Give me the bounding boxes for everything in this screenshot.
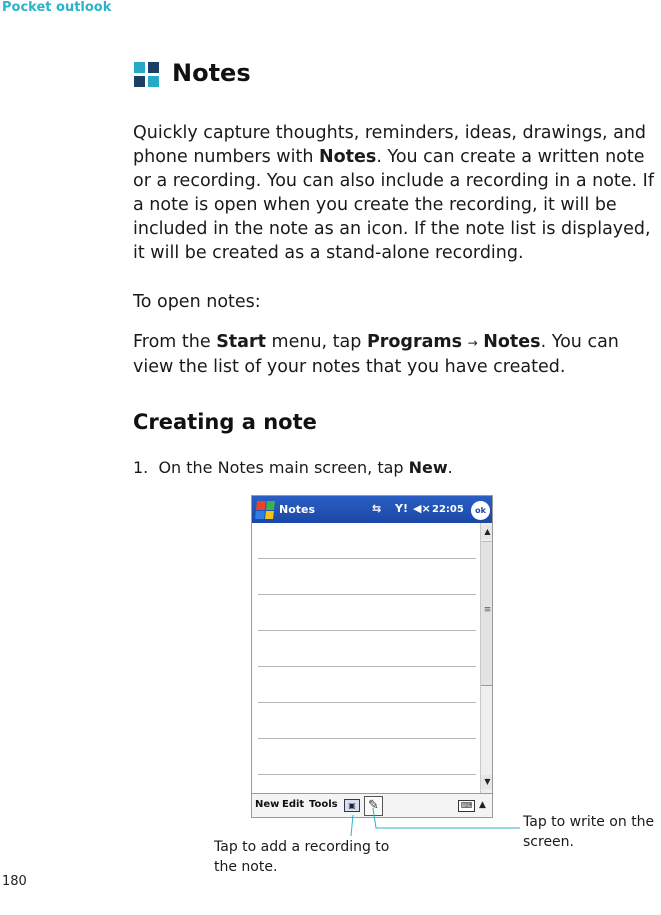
open-prompt: To open notes: [133,292,261,312]
ruled-line [258,738,476,739]
menu-new[interactable]: New [255,799,280,810]
ruled-line [258,630,476,631]
volume-icon[interactable]: ◀× [413,502,431,515]
ruled-line [258,558,476,559]
pen-icon[interactable]: ✎ [364,796,383,816]
signal-icon[interactable]: Y! [395,502,408,515]
connectivity-icon[interactable]: ⇆ [372,502,382,515]
app-title: Notes [279,503,316,516]
clock[interactable]: 22:05 [432,504,464,515]
callout-line-record [351,815,353,836]
scroll-thumb[interactable]: ≡ [481,541,493,686]
menu-edit[interactable]: Edit [282,799,305,810]
running-header: Pocket outlook [2,0,112,15]
callout-recording: Tap to add a recording to the note. [214,839,390,875]
note-writing-area[interactable] [252,523,480,793]
section-subheading: Creating a note [133,410,317,434]
ruled-line [258,774,476,775]
scroll-up-arrow-icon[interactable]: ▲ [481,525,493,539]
page-number: 180 [2,874,27,889]
page-title: Notes [172,59,251,87]
ruled-line [258,594,476,595]
section-squares-icon [134,62,160,88]
menu-tools[interactable]: Tools [309,799,338,810]
input-panel-arrow-icon[interactable]: ▲ [479,800,486,810]
keyboard-icon[interactable]: ⌨ [458,800,475,812]
vertical-scrollbar[interactable] [480,523,493,793]
step-1: 1. On the Notes main screen, tap New. [133,458,453,477]
ruled-line [258,702,476,703]
windows-start-icon[interactable] [255,501,275,519]
title-bar [252,496,493,523]
device-screenshot [251,495,493,818]
callout-write: Tap to write on the screen. [523,814,655,850]
intro-paragraph: Quickly capture thoughts, reminders, ideas, drawings, and phone numbers with Notes. You can create a written note or a recording. You can also include a recording in a note. If a note is open when you create the recording, it will be included in the note as an icon. If the note list is displayed, it will be created as a stand-alone recording. [133,123,654,263]
ok-button[interactable]: ok [471,501,490,520]
ruled-line [258,666,476,667]
recording-toolbar-icon[interactable]: ▣ [344,799,360,812]
open-instructions: From the Start menu, tap Programs → Notes. You can view the list of your notes that you have created. [133,332,619,377]
arrow-right-icon: → [467,336,478,350]
scroll-down-arrow-icon[interactable]: ▼ [481,775,493,789]
menu-bar [252,793,493,818]
